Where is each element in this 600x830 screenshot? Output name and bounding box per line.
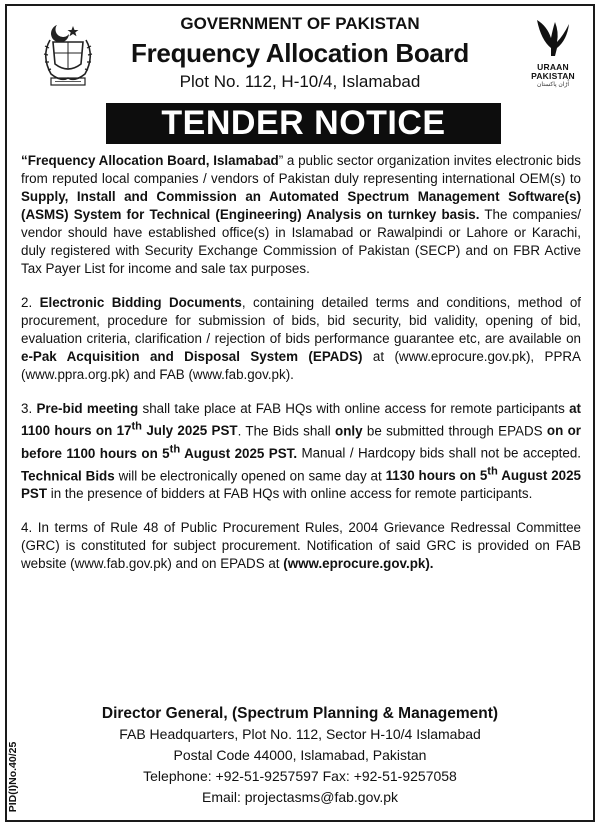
signatory-title: Director General, (Spectrum Planning & Management)	[101, 705, 499, 722]
p3-text-1: shall take place at FAB HQs with online access for remote participants	[138, 401, 570, 416]
logo-wordmark: URAAN PAKISTAN	[531, 62, 575, 81]
p3-heading: Pre-bid meeting	[36, 401, 139, 416]
p3-number: 3.	[21, 401, 37, 416]
signatory-phone-fax: Telephone: +92-51-9257597 Fax: +92-51-9257058	[143, 768, 457, 784]
government-heading: GOVERNMENT OF PAKISTAN	[180, 14, 420, 33]
p3-text-2: . The Bids shall	[237, 423, 336, 439]
board-heading: Frequency Allocation Board	[131, 38, 469, 68]
p3-text-5: will be electronically opened on same day at	[114, 468, 386, 484]
p3-text-3: be submitted through EPADS	[362, 423, 547, 439]
p3-text-6: in the presence of bidders at FAB HQs with online access for remote participants.	[47, 486, 533, 502]
p1-org-name: “Frequency Allocation Board, Islamabad	[21, 153, 279, 168]
p2-text: , containing detailed terms and conditions, method of procurement, procedure for submission of bids, bid security, bid validity, opening of bid, evaluation criteria, clarification / rejection of bids performance guarantee etc, are available on	[21, 295, 582, 346]
paragraph-1	[21, 152, 581, 278]
paragraph-4	[21, 519, 581, 573]
logo-urdu-text: اُڑان پاکستان	[536, 82, 570, 88]
tender-notice-banner: TENDER NOTICE	[106, 103, 501, 144]
p2-heading: Electronic Bidding Documents	[39, 295, 242, 310]
p3-technical-bids: Technical Bids	[21, 468, 115, 484]
signatory-address: FAB Headquarters, Plot No. 112, Sector H-10/4 Islamabad	[119, 726, 481, 742]
p2-number: 2.	[21, 295, 40, 310]
board-address: Plot No. 112, H-10/4, Islamabad	[179, 72, 421, 91]
pid-number: PID(I)No.40/25	[7, 741, 19, 813]
p1-text: ” a public sector organization invites electronic bids from reputed local companies / vendors of Pakistan duly representing international OEM(s) to	[21, 153, 581, 186]
uraan-pakistan-logo	[517, 16, 589, 96]
header	[7, 6, 593, 104]
signatory-email[interactable]: Email: projectasms@fab.gov.pk	[201, 789, 399, 805]
falcon-icon	[533, 16, 573, 58]
p3-deadline: on or before 1100 hours on 5th August 2025 PST.	[21, 423, 581, 461]
paragraph-2	[21, 294, 581, 384]
p3-opening-time: 1130 hours on 5th August 2025 PST	[21, 465, 581, 502]
notice-body	[21, 152, 581, 589]
p3-text-4: Manual / Hardcopy bids shall not be accepted.	[297, 445, 581, 461]
p4-text: 4. In terms of Rule 48 of Public Procurement Rules, 2004 Grievance Redressal Committee (GRC) is constituted for subject procurement. Notification of said GRC is provided on FAB website (www.fab.gov.pk) and on EPADS at	[21, 520, 581, 572]
p2-epads: e-Pak Acquisition and Disposal System (EPADS)	[21, 349, 363, 364]
p4-eprocure-link[interactable]: (www.eprocure.gov.pk).	[283, 556, 434, 572]
signature-block	[7, 704, 593, 808]
tender-notice-page	[5, 4, 595, 822]
p1-requirements: The companies/ vendor should have established office(s) in Islamabad or Rawalpindi or Lahore or Karachi, duly registered with Security Exchange Commission of Pakistan (SECP) and on FBR Active Tax Payer List for income and sale tax purposes.	[21, 207, 581, 276]
signatory-postal-code: Postal Code 44000, Islamabad, Pakistan	[173, 747, 427, 763]
p1-scope: Supply, Install and Commission an Automated Spectrum Management Software(s) (ASMS) System for Technical (Engineering) Analysis on turnkey basis.	[21, 189, 581, 222]
p3-prebid-time: at 1100 hours on 17th July 2025 PST	[21, 401, 581, 439]
p2-links: at (www.eprocure.gov.pk), PPRA (www.ppra.org.pk) and FAB (www.fab.gov.pk).	[21, 349, 581, 382]
p3-only: only	[335, 423, 363, 439]
paragraph-3	[21, 400, 581, 503]
